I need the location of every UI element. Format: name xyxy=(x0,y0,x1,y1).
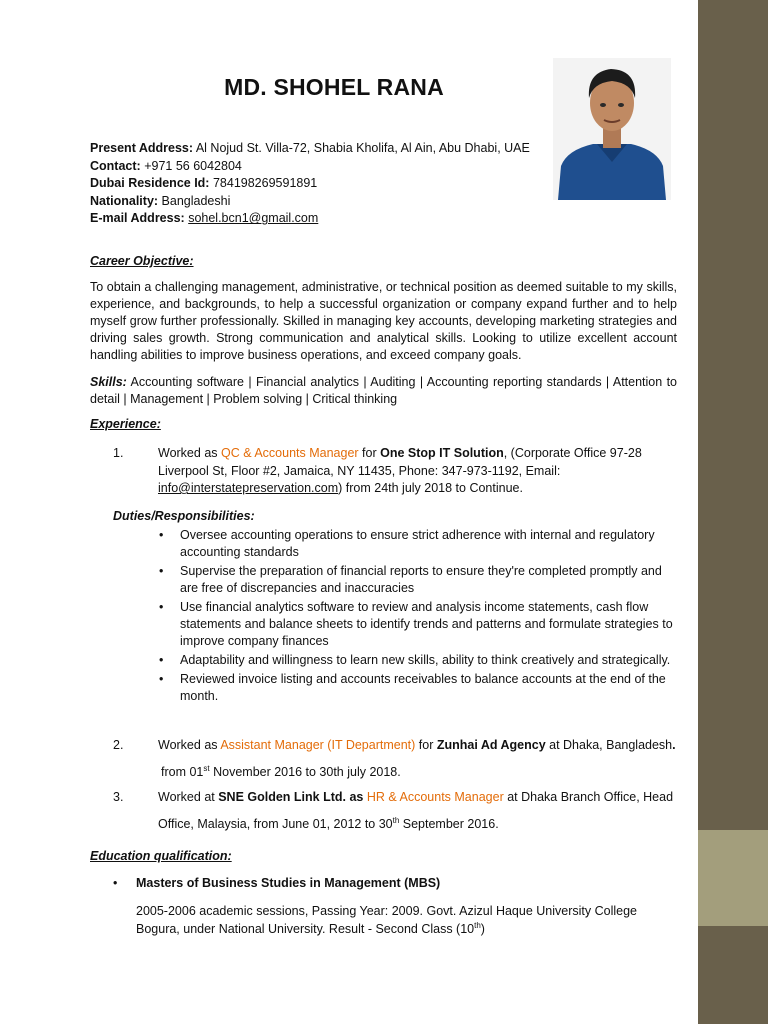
experience-number: 3. xyxy=(113,790,124,804)
duty-text: Supervise the preparation of financial reports to ensure they're completed promptly and are free of discrepancies and inaccuracies xyxy=(180,564,662,596)
duty-item xyxy=(158,652,678,669)
career-objective-heading: Career Objective: xyxy=(90,254,194,268)
duty-text: Reviewed invoice listing and accounts receivables to balance accounts at the end of the month. xyxy=(180,672,666,704)
experience-text: Worked at xyxy=(158,790,219,804)
duty-item xyxy=(158,671,678,705)
degree-title: Masters of Business Studies in Management (MBS) xyxy=(136,876,441,890)
degree-detail-text: ) xyxy=(480,921,485,936)
skills-text: Accounting software | Financial analytics | Auditing | Accounting reporting standards | Attention to detail | Management | Problem solving | Critical thinking xyxy=(90,375,677,406)
experience-text: September 2016. xyxy=(399,817,499,831)
experience-item: Worked as Assistant Manager (IT Department) for Zunhai Ad Agency at Dhaka, Bangladesh. xyxy=(158,738,676,752)
company-name: SNE Golden Link Ltd. as xyxy=(218,790,364,804)
experience-period xyxy=(161,764,686,782)
email-line xyxy=(90,210,550,228)
experience-text: Office, Malaysia, from June 01, 2012 to 30 xyxy=(158,817,393,831)
experience-item xyxy=(158,445,683,498)
candidate-name: MD. SHOHEL RANA xyxy=(224,74,444,100)
experience-item xyxy=(158,789,683,807)
experience-text: at Dhaka, Bangladesh xyxy=(545,738,673,752)
profile-photo xyxy=(553,58,671,200)
duty-item xyxy=(158,563,678,597)
sidebar-accent-band xyxy=(698,830,768,926)
bullet-icon: • xyxy=(113,876,118,890)
experience-text: Worked as xyxy=(158,738,221,752)
education-heading: Education qualification: xyxy=(90,849,232,863)
residence-line xyxy=(90,175,550,193)
address-label: Present Address: xyxy=(90,141,194,155)
bullet-icon: • xyxy=(159,600,164,614)
experience-text: th xyxy=(392,815,400,825)
phone-line xyxy=(90,158,550,176)
experience-text: for xyxy=(358,446,381,460)
experience-heading: Experience: xyxy=(90,417,161,431)
bullet-icon: • xyxy=(159,528,164,542)
degree-detail-text: 2005-2006 academic sessions, Passing Year: 2009. Govt. Azizul Haque University College Bogura, under National University. Result - Second Class (10 xyxy=(136,904,637,936)
contact-block xyxy=(90,140,550,228)
duties-heading: Duties/Responsibilities: xyxy=(113,509,255,523)
experience-number: 2. xyxy=(113,738,124,752)
job-role: HR & Accounts Manager xyxy=(366,790,504,804)
duty-item xyxy=(158,599,678,651)
email-label: E-mail Address: xyxy=(90,211,185,226)
experience-text: at Dhaka Branch Office, Head xyxy=(503,790,674,804)
bullet-icon: • xyxy=(159,653,164,668)
job-role: Assistant Manager (IT Department) xyxy=(220,738,416,752)
nationality-line xyxy=(90,193,550,211)
duties-list xyxy=(158,527,678,707)
skills-label: Skills: xyxy=(90,375,127,389)
experience-period xyxy=(158,816,683,834)
company-name: One Stop IT Solution xyxy=(380,446,504,460)
residence-label: Dubai Residence Id: xyxy=(90,176,210,191)
duty-text: Oversee accounting operations to ensure strict adherence with internal and regulatory accounting standards xyxy=(180,528,655,560)
address-line xyxy=(90,140,550,158)
company-name: Zunhai Ad Agency xyxy=(436,738,546,752)
company-email-link[interactable]: info@interstatepreservation.com xyxy=(158,481,339,495)
experience-text: for xyxy=(415,738,437,752)
skills-paragraph xyxy=(90,374,677,408)
degree-detail-text: th xyxy=(474,920,481,930)
experience-text: ) from 24th july 2018 to Continue. xyxy=(338,481,523,495)
experience-text: st xyxy=(203,763,210,773)
experience-text: , (Corporate Office 97-28 Liverpool St, Floor #2, Jamaica, NY 11435, Phone: 347-973-1192, Email: xyxy=(158,446,642,478)
decorative-sidebar xyxy=(698,0,768,1024)
phone-value: +971 56 6042804 xyxy=(144,158,242,173)
duty-text: Use financial analytics software to review and analysis income statements, cash flow statements and balance sheets to identify trends and patterns and formulate strategies to improve company finances xyxy=(180,600,673,649)
bullet-icon: • xyxy=(159,564,164,578)
degree-detail xyxy=(136,903,681,938)
duty-item xyxy=(158,527,678,561)
bullet-icon: • xyxy=(159,672,164,686)
nationality-value: Bangladeshi xyxy=(161,193,231,208)
residence-value: 784198269591891 xyxy=(212,176,318,191)
email-link[interactable]: sohel.bcn1@gmail.com xyxy=(188,211,319,226)
job-role: QC & Accounts Manager xyxy=(221,446,359,460)
experience-text: from 01 xyxy=(161,765,204,779)
experience-text: Worked as xyxy=(158,446,221,460)
phone-label: Contact: xyxy=(90,158,141,173)
career-objective-text: To obtain a challenging management, administrative, or technical position as deemed suitable to my skills, experience, and backgrounds, to help a successful organization or company expand further and to help myself grow further professionally. Skilled in managing key accounts, developing marketing strategies and driving sales growth. Strong communication and analytical skills. Looking to utilize excellent account handling abilities to improve business operations, and exceed company goals. xyxy=(90,280,677,362)
experience-number: 1. xyxy=(113,446,124,460)
address-value: Al Nojud St. Villa-72, Shabia Kholifa, Al Ain, Abu Dhabi, UAE xyxy=(195,141,530,155)
experience-text: November 2016 to 30th july 2018. xyxy=(209,765,401,779)
duty-text: Adaptability and willingness to learn new skills, ability to think creatively and strategically. xyxy=(180,653,671,668)
nationality-label: Nationality: xyxy=(90,193,159,208)
